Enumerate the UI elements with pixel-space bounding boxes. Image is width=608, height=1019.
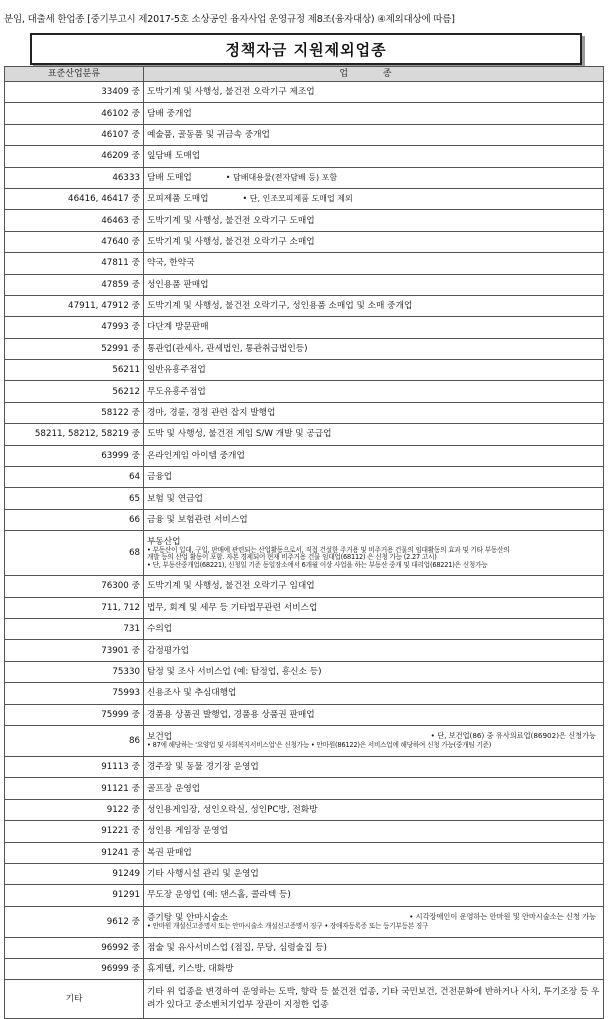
industry-name-cell xyxy=(144,937,604,958)
table-row xyxy=(5,756,604,777)
industry-name: 온라인게임 아이템 중개업 xyxy=(147,450,245,461)
industry-name: 잎담배 도매업 xyxy=(147,151,201,162)
industry-name: 약국, 한약국 xyxy=(147,258,195,269)
table-row xyxy=(5,661,604,682)
table-row xyxy=(5,937,604,958)
industry-code: 46209 중 xyxy=(5,146,144,167)
industry-subnote: • 부동산이 입대, 구입, 판매에 관련되는 산업활동으로서, 직접 건설한 주거용 및 비주거용 건물의 임대활동의 효과 및 기타 부동산의 xyxy=(147,545,510,554)
table-row xyxy=(5,778,604,799)
table-row xyxy=(5,338,604,359)
industry-note: • 단, 인조모피제품 도매업 제외 xyxy=(242,194,353,204)
table-row xyxy=(5,82,604,103)
industry-code: 75999 중 xyxy=(5,704,144,725)
table-row xyxy=(5,885,604,906)
industry-name-cell xyxy=(144,842,604,863)
industry-name: 무도유흥주점업 xyxy=(147,386,206,397)
table-row xyxy=(5,424,604,445)
industry-code: 91249 xyxy=(5,863,144,884)
industry-code: 47911, 47912 중 xyxy=(5,295,144,316)
table-row xyxy=(5,317,604,338)
industry-code: 64 xyxy=(5,467,144,488)
table-row xyxy=(5,842,604,863)
industry-name: 부동산업 xyxy=(147,536,181,547)
table-row xyxy=(5,402,604,423)
table-row xyxy=(5,509,604,530)
industry-name: 통관업(관세사, 관세법인, 통관취급법인등) xyxy=(147,343,308,354)
industry-name-cell xyxy=(144,82,604,103)
industry-subnote: • 87에 해당하는 '요양업 및 사회복지서비스업'은 신청가능 • 안마원(86122)은 서비스업에 해당하여 신청 가능(중개팀 기준) xyxy=(147,741,492,750)
industry-name-cell xyxy=(144,661,604,682)
table-row xyxy=(5,167,604,188)
industry-code: 46333 xyxy=(5,167,144,188)
industry-code: 47993 중 xyxy=(5,317,144,338)
industry-subnote: • 안마원 개설신고증명서 또는 안마시술소 개설신고증명서 징구 • 장애자등록증 또는 등기부등본 징구 xyxy=(147,921,429,930)
industry-code: 47640 중 xyxy=(5,231,144,252)
industry-name: 휴게텔, 키스방, 대화방 xyxy=(147,964,234,975)
header-note: 분임, 대출세 한업종 [중기부고시 제2017-5호 소상공인 융자사업 운영규정 제8조(융자대상) ④제외대상에 따름] xyxy=(4,14,455,25)
industry-code: 58211, 58212, 58219 중 xyxy=(5,424,144,445)
industry-code: 33409 중 xyxy=(5,82,144,103)
industry-name-cell xyxy=(144,576,604,597)
industry-name: 경마, 경륜, 경정 관련 잡지 발행업 xyxy=(147,408,276,419)
industry-name: 도박기계 및 사행성, 불건전 오락기구 도매업 xyxy=(147,215,315,226)
industry-name-cell xyxy=(144,381,604,402)
industry-name-cell xyxy=(144,317,604,338)
industry-code: 46416, 46417 중 xyxy=(5,188,144,209)
table-row xyxy=(5,980,604,1019)
industry-name: 보건업 xyxy=(147,732,173,743)
industry-name: 증기탕 및 안마시술소 xyxy=(147,912,229,923)
industry-name: 골프장 운영업 xyxy=(147,783,201,794)
industry-code: 96992 중 xyxy=(5,937,144,958)
table-row xyxy=(5,863,604,884)
industry-name: 보험 및 연금업 xyxy=(147,493,203,504)
industry-subnote: • 단, 부동산중개업(68221), 신청일 기준 동일장소에서 6개월 이상 사업을 하는 부동산 중개 및 대리업(68221)은 신청가능 xyxy=(147,560,488,569)
industry-name: 금융업 xyxy=(147,472,173,483)
industry-name: 감정평가업 xyxy=(147,645,189,656)
industry-name: 담배 중개업 xyxy=(147,108,192,119)
industry-code: 9122 중 xyxy=(5,799,144,820)
industry-name-cell xyxy=(144,885,604,906)
industry-code: 66 xyxy=(5,509,144,530)
industry-name: 수의업 xyxy=(147,624,173,635)
industry-code: 56211 xyxy=(5,360,144,381)
industry-name-cell xyxy=(144,295,604,316)
industry-name-cell xyxy=(144,274,604,295)
industry-name-cell xyxy=(144,146,604,167)
table-row xyxy=(5,146,604,167)
industry-code: 91113 중 xyxy=(5,756,144,777)
industry-code: 86 xyxy=(5,725,144,756)
industry-name-cell xyxy=(144,253,604,274)
industry-name-cell xyxy=(144,531,604,576)
industry-name-cell xyxy=(144,597,604,618)
industry-name: 경품용 상품권 발행업, 경품용 상품권 판매업 xyxy=(147,709,315,720)
industry-name: 예술품, 골동품 및 귀금속 중개업 xyxy=(147,129,270,140)
table-row xyxy=(5,704,604,725)
industry-name-cell xyxy=(144,980,604,1019)
table-row xyxy=(5,188,604,209)
excluded-industries-table xyxy=(4,66,604,1019)
industry-code: 731 xyxy=(5,618,144,639)
industry-code: 9612 중 xyxy=(5,906,144,937)
industry-name-cell xyxy=(144,360,604,381)
industry-name-cell xyxy=(144,445,604,466)
table-row xyxy=(5,683,604,704)
industry-code: 65 xyxy=(5,488,144,509)
table-row xyxy=(5,725,604,756)
table-row xyxy=(5,488,604,509)
industry-code: 52991 중 xyxy=(5,338,144,359)
industry-name-cell xyxy=(144,725,604,756)
industry-name-cell xyxy=(144,863,604,884)
table-row xyxy=(5,640,604,661)
industry-note: • 시각장애인이 운영하는 안마원 및 안마시술소는 신청 가능 xyxy=(409,911,596,921)
industry-name-cell xyxy=(144,778,604,799)
industry-name: 도박기계 및 사행성, 불건전 오락기구 임대업 xyxy=(147,581,315,592)
industry-name: 탐정 및 조사 서비스업 (예: 탐정업, 흥신소 등) xyxy=(147,666,322,677)
industry-name: 다단계 방문판매 xyxy=(147,322,209,333)
table-row xyxy=(5,274,604,295)
industry-name: 도박기계 및 사행성, 불건전 오락기구 소매업 xyxy=(147,236,315,247)
table-header-row xyxy=(5,67,604,82)
industry-subnote: 개발 등의 산업 활동이 포함. 자본 경제되어 현재 비주거용 건물 임대업(68112) 은 신청 가능 (2.27 고시) xyxy=(147,553,437,562)
industry-name: 담배 도매업 xyxy=(147,172,192,183)
industry-name-cell xyxy=(144,338,604,359)
table-row xyxy=(5,103,604,124)
industry-name: 도박기계 및 사행성, 불건전 오락기구 제조업 xyxy=(147,87,315,98)
industry-code: 68 xyxy=(5,531,144,576)
industry-name-cell xyxy=(144,124,604,145)
table-row xyxy=(5,531,604,576)
table-row xyxy=(5,799,604,820)
industry-name: 도박기계 및 사행성, 불건전 오락기구, 성인용품 소매업 및 소매 중개업 xyxy=(147,301,413,312)
table-row xyxy=(5,124,604,145)
table-row xyxy=(5,445,604,466)
industry-code: 46107 중 xyxy=(5,124,144,145)
industry-name: 복권 판매업 xyxy=(147,847,192,858)
industry-name-cell xyxy=(144,467,604,488)
industry-name: 법무, 회계 및 세무 등 기타법무관련 서비스업 xyxy=(147,602,318,613)
table-row xyxy=(5,231,604,252)
industry-name: 기타 위 업종을 변경하여 운영하는 도박, 향락 등 불건전 업종, 기타 국민보건, 건전문화에 반하거나 사치, 투기조장 등 우려가 있다고 중소벤처기업부 장관이 지정한 업종 xyxy=(147,986,600,1011)
table-row xyxy=(5,360,604,381)
table-body xyxy=(5,82,604,1019)
page-title: 정책자금 지원제외업종 xyxy=(30,33,582,65)
industry-code: 기타 xyxy=(5,980,144,1019)
industry-name-cell xyxy=(144,509,604,530)
industry-code: 75993 xyxy=(5,683,144,704)
industry-name-cell xyxy=(144,756,604,777)
industry-code: 47811 중 xyxy=(5,253,144,274)
industry-name-cell xyxy=(144,799,604,820)
industry-code: 91221 중 xyxy=(5,821,144,842)
industry-code: 56212 xyxy=(5,381,144,402)
industry-name: 기타 사행시설 관리 및 운영업 xyxy=(147,869,259,880)
table-row xyxy=(5,295,604,316)
table-row xyxy=(5,210,604,231)
industry-name: 도박 및 사행성, 불건전 게임 S/W 개발 및 공급업 xyxy=(147,429,332,440)
industry-name-cell xyxy=(144,167,604,188)
industry-name-cell xyxy=(144,210,604,231)
table-row xyxy=(5,906,604,937)
industry-code: 711, 712 xyxy=(5,597,144,618)
industry-code: 91121 중 xyxy=(5,778,144,799)
industry-name-cell xyxy=(144,424,604,445)
industry-name-cell xyxy=(144,103,604,124)
table-row xyxy=(5,618,604,639)
industry-name-cell xyxy=(144,231,604,252)
industry-code: 73901 중 xyxy=(5,640,144,661)
industry-code: 63999 중 xyxy=(5,445,144,466)
industry-name: 성인용 게임장 운영업 xyxy=(147,826,229,837)
table-row xyxy=(5,253,604,274)
industry-name-cell xyxy=(144,402,604,423)
industry-name: 점술 및 유사서비스업 (점집, 무당, 심령술집 등) xyxy=(147,942,327,953)
industry-name-cell xyxy=(144,704,604,725)
industry-name: 모피제품 도매업 xyxy=(147,194,209,205)
table-row xyxy=(5,597,604,618)
industry-name: 금융 및 보험관련 서비스업 xyxy=(147,515,248,525)
table-row xyxy=(5,576,604,597)
industry-code: 47859 중 xyxy=(5,274,144,295)
industry-name: 성인용품 판매업 xyxy=(147,279,209,290)
industry-name-cell xyxy=(144,906,604,937)
column-header-name: 업 종 xyxy=(144,67,604,82)
industry-name-cell xyxy=(144,683,604,704)
industry-name: 경주장 및 동물 경기장 운영업 xyxy=(147,762,259,773)
industry-name-cell xyxy=(144,618,604,639)
industry-note: • 단, 보건업(86) 중 유사의료업(86902)은 신청가능 xyxy=(430,731,596,741)
industry-name-cell xyxy=(144,959,604,980)
industry-name-cell xyxy=(144,640,604,661)
table-row xyxy=(5,821,604,842)
industry-code: 46102 중 xyxy=(5,103,144,124)
industry-code: 76300 중 xyxy=(5,576,144,597)
column-header-code: 표준산업분류 xyxy=(5,67,144,82)
industry-name-cell xyxy=(144,488,604,509)
table-row xyxy=(5,381,604,402)
industry-code: 91241 중 xyxy=(5,842,144,863)
industry-name: 신용조사 및 추심대행업 xyxy=(147,688,237,699)
industry-code: 91291 xyxy=(5,885,144,906)
table-row xyxy=(5,959,604,980)
industry-name: 일반유흥주점업 xyxy=(147,365,206,376)
industry-name-cell xyxy=(144,188,604,209)
industry-name-cell xyxy=(144,821,604,842)
industry-code: 96999 중 xyxy=(5,959,144,980)
industry-note: • 담배대용물(전자담배 등) 포함 xyxy=(225,172,338,182)
industry-code: 46463 중 xyxy=(5,210,144,231)
industry-name: 무도장 운영업 (예: 댄스홀, 콜라텍 등) xyxy=(147,890,291,901)
industry-code: 58122 중 xyxy=(5,402,144,423)
industry-code: 75330 xyxy=(5,661,144,682)
table-row xyxy=(5,467,604,488)
industry-name: 성인용게임장, 성인오락실, 성인PC방, 전화방 xyxy=(147,804,318,815)
